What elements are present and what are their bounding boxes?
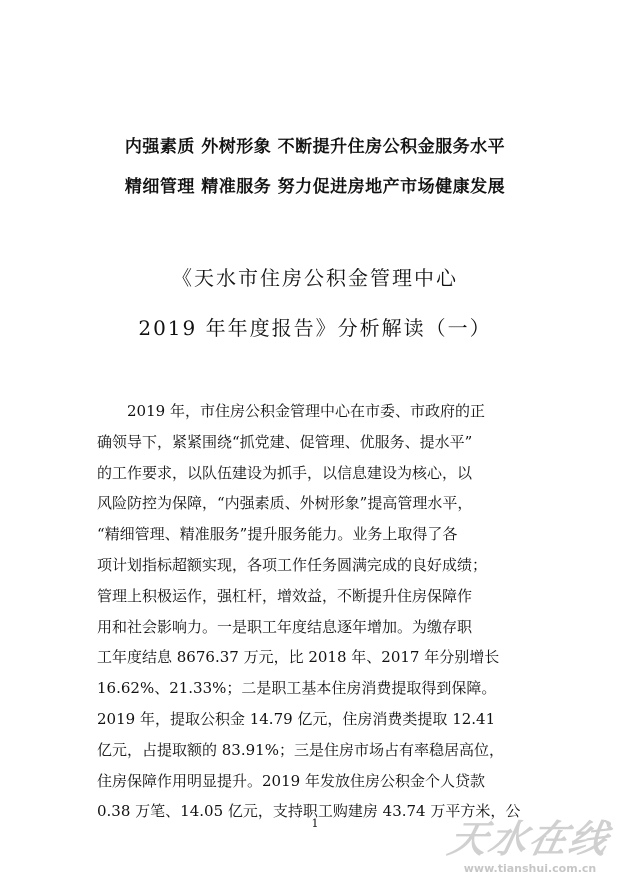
body-line: 住房保障作用明显提升。2019 年发放住房公积金个人贷款 xyxy=(97,771,485,790)
report-title-line-1: 《天水市住房公积金管理中心 xyxy=(172,266,458,290)
body-line: 的工作要求，以队伍建设为抓手，以信息建设为核心，以 xyxy=(97,463,473,482)
body-line: 2019 年，提取公积金 14.79 亿元，住房消费类提取 12.41 xyxy=(97,709,496,728)
body-line: 用和社会影响力。一是职工年度结息逐年增加。为缴存职 xyxy=(97,617,473,636)
page-number: 1 xyxy=(311,817,319,830)
body-paragraph xyxy=(97,401,533,832)
body-line: 风险防控为保障，“内强素质、外树形象”提高管理水平， xyxy=(97,494,473,513)
watermark-url: www.tianshui.com.cn xyxy=(463,862,597,875)
body-line: 0.38 万笔、14.05 亿元，支持职工购建房 43.74 万平方米，公 xyxy=(97,802,521,821)
headline-line-1: 内强素质 外树形象 不断提升住房公积金服务水平 xyxy=(124,137,506,157)
watermark-name: 天水在线 xyxy=(444,817,614,861)
watermark-logo xyxy=(440,808,620,886)
body-line: 16.62%、21.33%；二是职工基本住房消费提取得到保障。 xyxy=(97,679,497,698)
body-line: 确领导下，紧紧围绕“抓党建、促管理、优服务、提水平” xyxy=(97,432,473,451)
body-line: 项计划指标超额实现，各项工作任务圆满完成的良好成绩； xyxy=(97,555,488,574)
body-line: 工年度结息 8676.37 万元，比 2018 年、2017 年分别增长 xyxy=(97,648,500,667)
body-line: 亿元，占提取额的 83.91%；三是住房市场占有率稳居高位， xyxy=(97,740,504,759)
body-line: 2019 年，市住房公积金管理中心在市委、市政府的正 xyxy=(97,402,485,420)
body-line: “精细管理、精准服务”提升服务能力。业务上取得了各 xyxy=(97,525,458,544)
headline-line-2: 精细管理 精准服务 努力促进房地产市场健康发展 xyxy=(124,177,506,197)
report-title-line-2: 2019 年年度报告》分析解读（一） xyxy=(138,316,492,340)
body-line: 管理上积极运作，强杠杆，增效益，不断提升住房保障作 xyxy=(97,586,473,605)
